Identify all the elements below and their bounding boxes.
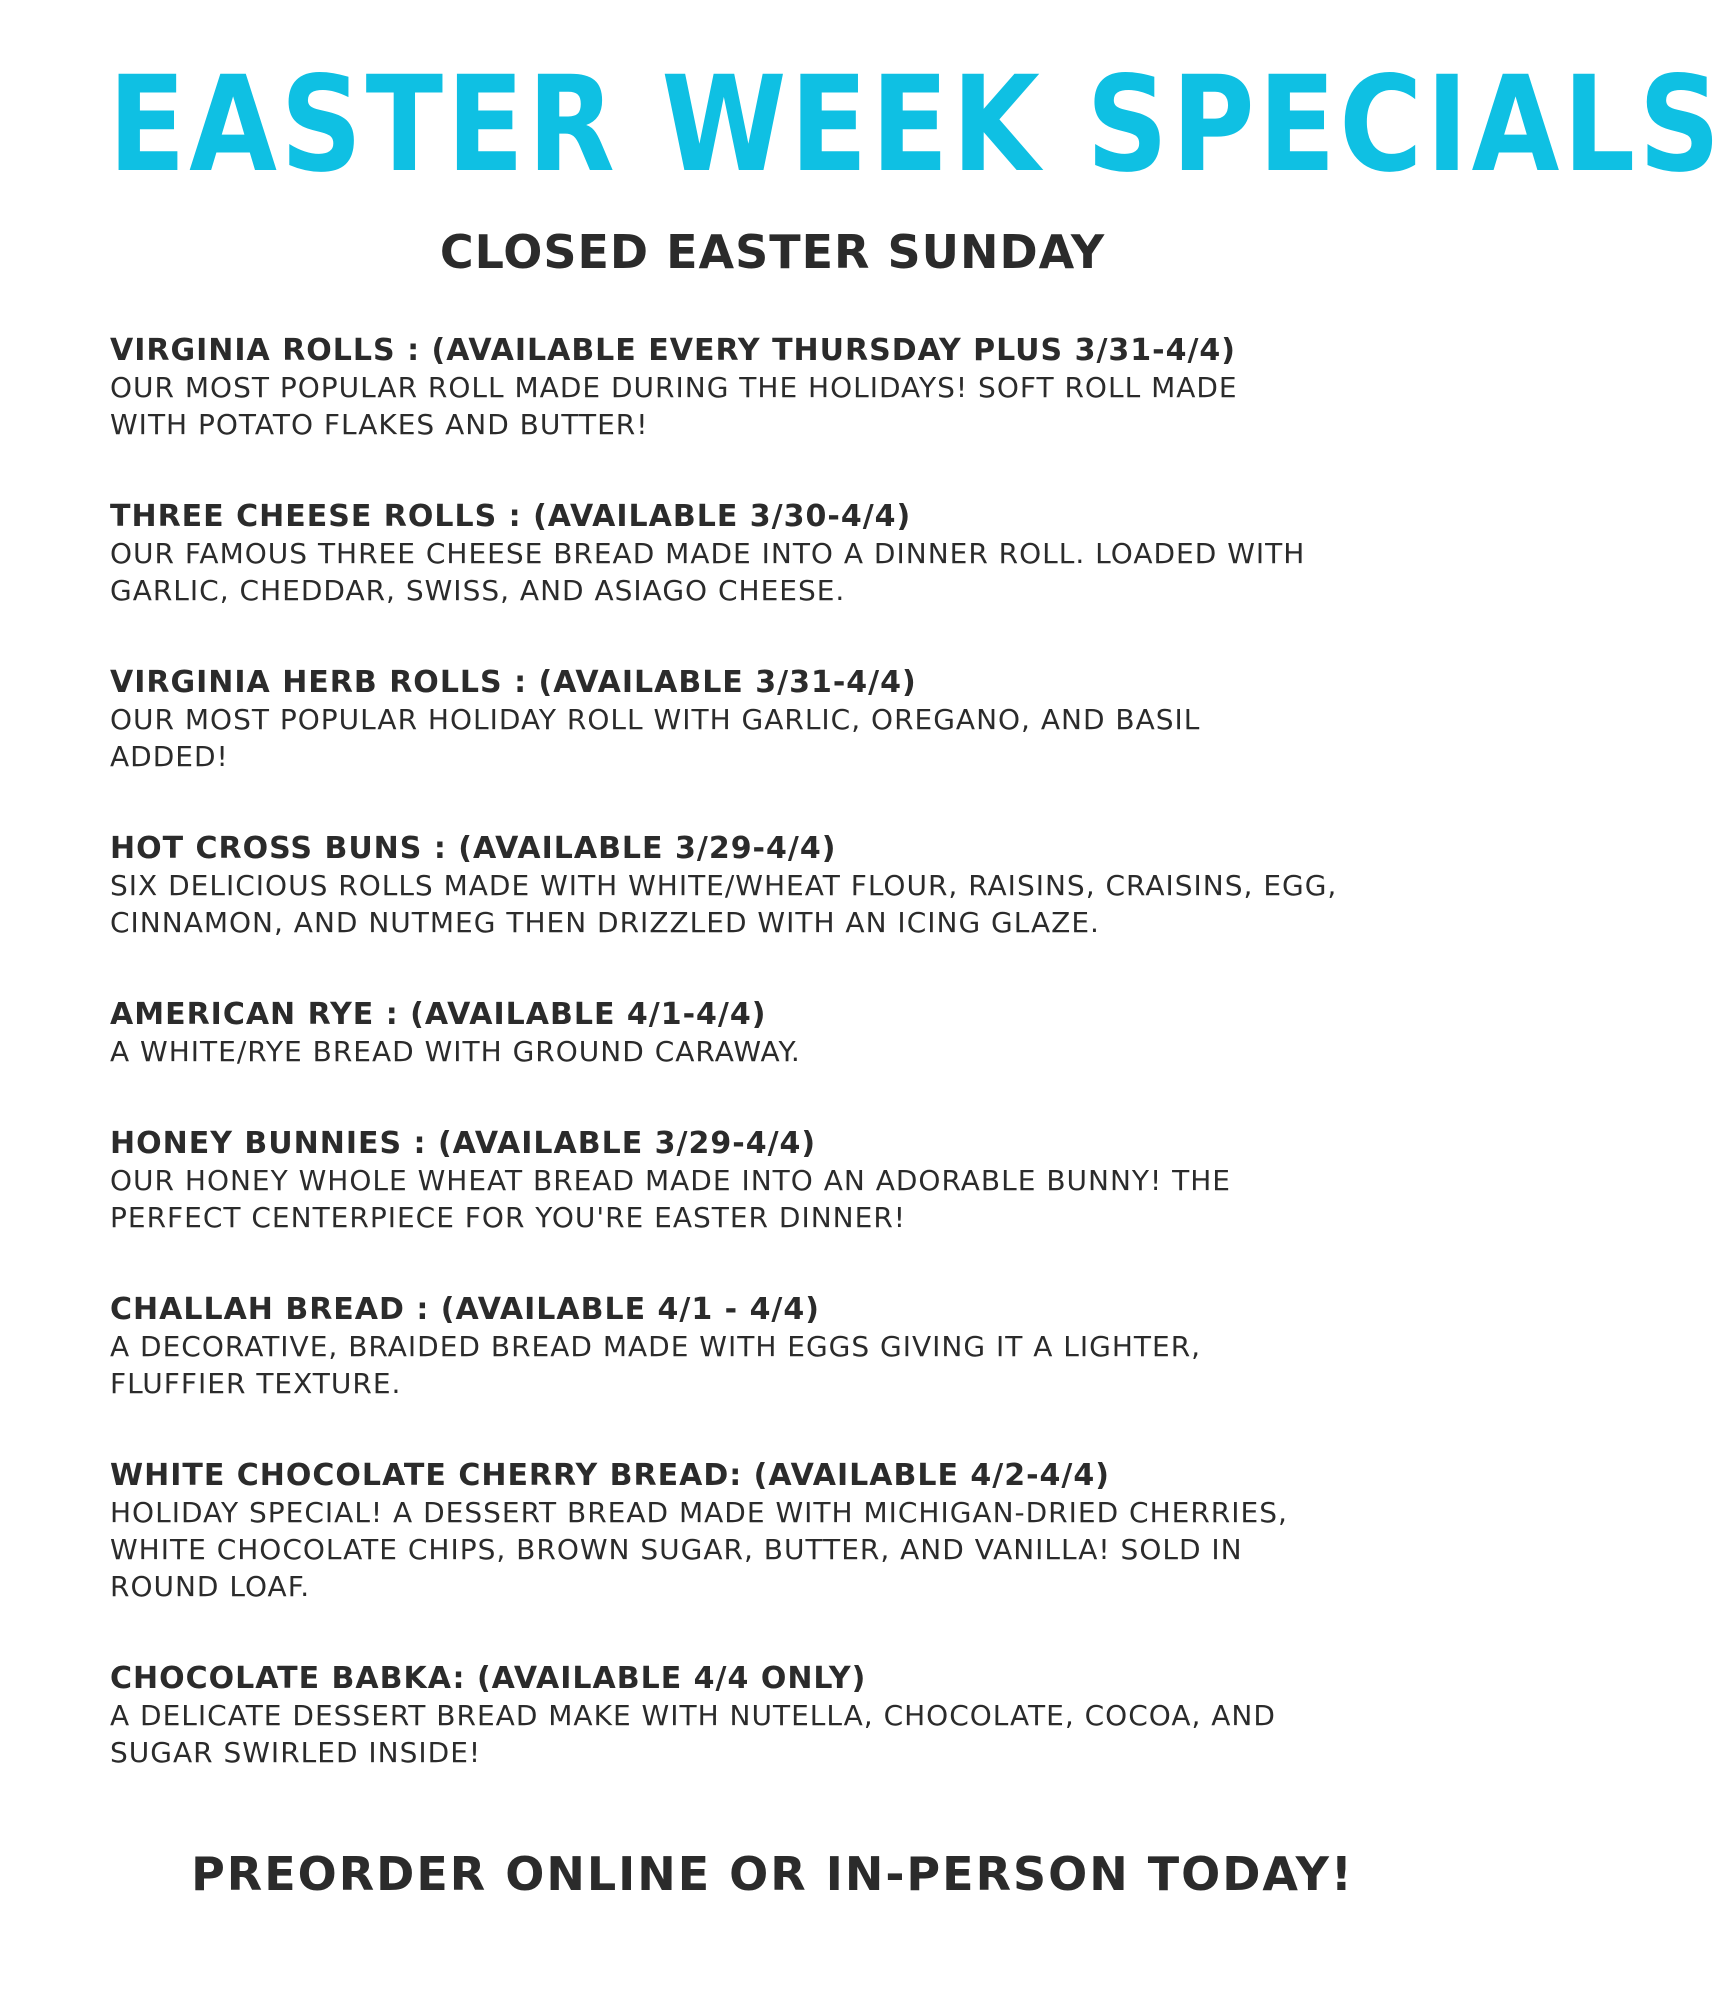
item-description: HOLIDAY SPECIAL! A DESSERT BREAD MADE WITH MICHIGAN-DRIED CHERRIES, WHITE CHOCOLATE CHIPS, BROWN SUGAR, BUTTER, AND VANILLA! SOLD IN ROUND LOAF.: [110, 1496, 1288, 1603]
item-description: A DELICATE DESSERT BREAD MAKE WITH NUTELLA, CHOCOLATE, COCOA, AND SUGAR SWIRLED INSIDE!: [110, 1699, 1276, 1769]
item-name: HONEY BUNNIES : (AVAILABLE 3/29-4/4): [110, 1126, 817, 1161]
list-item: [110, 1125, 1470, 1291]
item-description: OUR MOST POPULAR HOLIDAY ROLL WITH GARLIC, OREGANO, AND BASIL ADDED!: [110, 703, 1201, 773]
list-item: [110, 332, 1470, 498]
item-description: OUR MOST POPULAR ROLL MADE DURING THE HOLIDAYS! SOFT ROLL MADE WITH POTATO FLAKES AND BUTTER!: [110, 371, 1238, 441]
item-name: HOT CROSS BUNS : (AVAILABLE 3/29-4/4): [110, 831, 837, 866]
item-name: VIRGINIA HERB ROLLS : (AVAILABLE 3/31-4/4): [110, 665, 917, 700]
item-description: A WHITE/RYE BREAD WITH GROUND CARAWAY.: [110, 1035, 801, 1068]
item-name: WHITE CHOCOLATE CHERRY BREAD: (AVAILABLE 4/2-4/4): [110, 1458, 1110, 1493]
item-description: A DECORATIVE, BRAIDED BREAD MADE WITH EGGS GIVING IT A LIGHTER, FLUFFIER TEXTURE.: [110, 1330, 1202, 1400]
item-name: CHOCOLATE BABKA: (AVAILABLE 4/4 ONLY): [110, 1661, 867, 1696]
preorder-callout: PREORDER ONLINE OR IN-PERSON TODAY!: [191, 1847, 1354, 1901]
item-description: OUR FAMOUS THREE CHEESE BREAD MADE INTO A DINNER ROLL. LOADED WITH GARLIC, CHEDDAR, SWISS, AND ASIAGO CHEESE.: [110, 537, 1306, 607]
list-item: [110, 1660, 1470, 1826]
item-name: VIRGINIA ROLLS : (AVAILABLE EVERY THURSDAY PLUS 3/31-4/4): [110, 333, 1237, 368]
page-title: EASTER WEEK SPECIALS: [108, 48, 1724, 202]
item-description: SIX DELICIOUS ROLLS MADE WITH WHITE/WHEAT FLOUR, RAISINS, CRAISINS, EGG, CINNAMON, AND NUTMEG THEN DRIZZLED WITH AN ICING GLAZE.: [110, 869, 1338, 939]
closed-notice: CLOSED EASTER SUNDAY: [439, 225, 1106, 279]
list-item: [110, 1457, 1470, 1660]
list-item: [110, 664, 1470, 830]
item-name: THREE CHEESE ROLLS : (AVAILABLE 3/30-4/4): [110, 499, 912, 534]
list-item: [110, 830, 1470, 996]
specials-list: [110, 332, 1470, 1826]
list-item: [110, 996, 1470, 1125]
item-name: AMERICAN RYE : (AVAILABLE 4/1-4/4): [110, 997, 767, 1032]
item-description: OUR HONEY WHOLE WHEAT BREAD MADE INTO AN ADORABLE BUNNY! THE PERFECT CENTERPIECE FOR YOU'RE EASTER DINNER!: [110, 1164, 1231, 1234]
item-name: CHALLAH BREAD : (AVAILABLE 4/1 - 4/4): [110, 1292, 820, 1327]
list-item: [110, 1291, 1470, 1457]
list-item: [110, 498, 1470, 664]
